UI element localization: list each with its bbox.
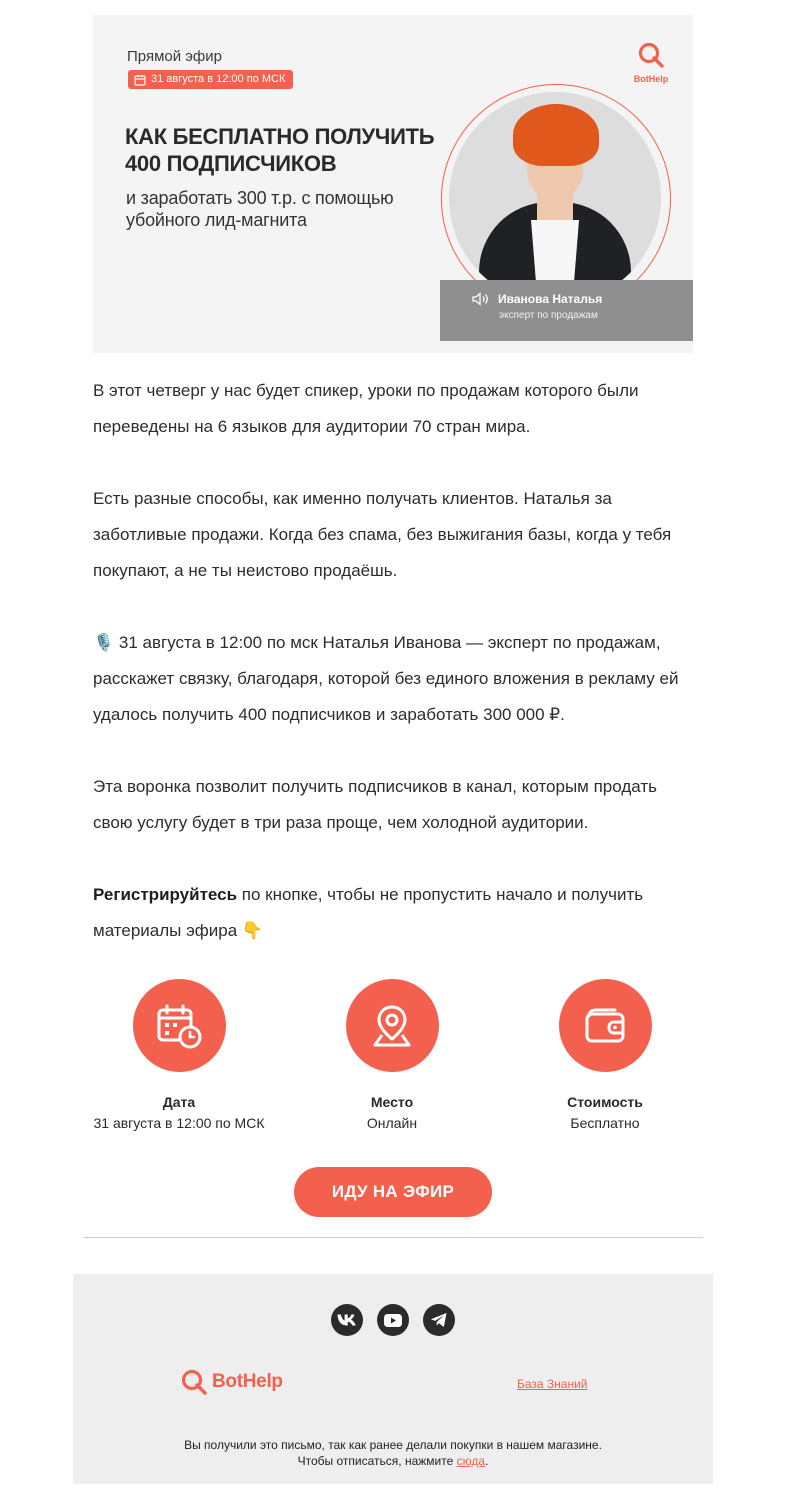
banner-date-text: 31 августа в 12:00 по МСК [151, 73, 286, 85]
speaker-icon [472, 292, 490, 306]
location-pin-icon [369, 1003, 415, 1049]
paragraph-announcement [93, 625, 693, 733]
place-circle [346, 979, 439, 1072]
bothelp-logo-icon [180, 1369, 208, 1395]
footer [73, 1274, 713, 1484]
divider [83, 1237, 703, 1238]
footer-notice: Вы получили это письмо, так как ранее делали покупки в нашем магазине. [184, 1438, 602, 1452]
unsubscribe-suffix: . [485, 1454, 489, 1468]
footer-unsubscribe [73, 1454, 713, 1468]
paragraph-approach: Есть разные способы, как именно получать клиентов. Наталья за заботливые продажи. Когда без спама, без выжигания базы, когда у тебя покупают, а не ты неистово продаёшь. [93, 489, 672, 580]
info-date-label: Дата [162, 1094, 196, 1110]
info-price-value: Бесплатно [570, 1115, 640, 1131]
banner-date-pill [128, 70, 293, 89]
paragraph-register [93, 877, 693, 949]
portrait-hair [513, 104, 599, 166]
footer-logo[interactable] [180, 1369, 283, 1395]
telegram-icon[interactable] [423, 1304, 455, 1336]
price-circle [559, 979, 652, 1072]
join-stream-button[interactable]: ИДУ НА ЭФИР [294, 1167, 492, 1217]
register-bold: Регистрируйтесь [93, 885, 238, 904]
speaker-portrait [449, 92, 661, 304]
info-place [302, 979, 482, 1131]
hero-banner [93, 15, 693, 353]
info-place-label: Место [370, 1094, 414, 1110]
banner-sub-line1: и заработать 300 т.р. с помощью [126, 188, 394, 208]
unsubscribe-link[interactable]: сюда [456, 1454, 486, 1468]
speaker-name: Иванова Наталья [498, 292, 603, 306]
knowledge-base-link[interactable]: База Знаний [517, 1377, 588, 1391]
info-price-label: Стоимость [567, 1094, 643, 1110]
footer-logo-text: BotHelp [212, 1371, 283, 1392]
vk-icon[interactable] [331, 1304, 363, 1336]
info-price [515, 979, 695, 1131]
paragraph-intro: В этот четверг у нас будет спикер, уроки по продажам которого были переведены на 6 языков для аудитории 70 стран мира. [93, 381, 639, 436]
pointing-down-icon: 👇 [241, 921, 264, 940]
banner-brand-text: BotHelp [633, 74, 669, 84]
register-text: по кнопке, чтобы не пропустить начало и получить материалы эфира [93, 885, 644, 940]
banner-headline [125, 123, 434, 177]
microphone-icon: 🎙️ [93, 633, 115, 652]
banner-sub-line2: убойного лид-магнита [126, 210, 307, 230]
paragraph-funnel: Эта воронка позволит получить подписчиков в канал, которым продать свою услугу будет в три раза проще, чем холодной аудитории. [93, 777, 657, 832]
bothelp-logo-icon [637, 42, 665, 68]
date-circle [133, 979, 226, 1072]
info-date-value: 31 августа в 12:00 по МСК [93, 1115, 265, 1131]
banner-headline-line2: 400 ПОДПИСЧИКОВ [125, 151, 337, 176]
info-place-value: Онлайн [366, 1115, 418, 1131]
speaker-name-plate [440, 280, 693, 341]
calendar-clock-icon [154, 1001, 204, 1051]
speaker-role: эксперт по продажам [499, 310, 598, 321]
announcement-text: 31 августа в 12:00 по мск Наталья Иванова — эксперт по продажам, расскажет связку, благодаря, которой без единого вложения в рекламу ей удалось получить 400 подписчиков и заработать 300 000 ₽. [93, 633, 679, 724]
calendar-icon [134, 74, 146, 86]
info-date [89, 979, 269, 1131]
youtube-icon[interactable] [377, 1304, 409, 1336]
banner-kicker: Прямой эфир [127, 48, 222, 65]
banner-brand [633, 42, 669, 84]
banner-subheadline [126, 187, 393, 231]
banner-headline-line1: КАК БЕСПЛАТНО ПОЛУЧИТЬ [125, 124, 435, 149]
unsubscribe-prefix: Чтобы отписаться, нажмите [297, 1454, 457, 1468]
wallet-icon [582, 1003, 628, 1049]
